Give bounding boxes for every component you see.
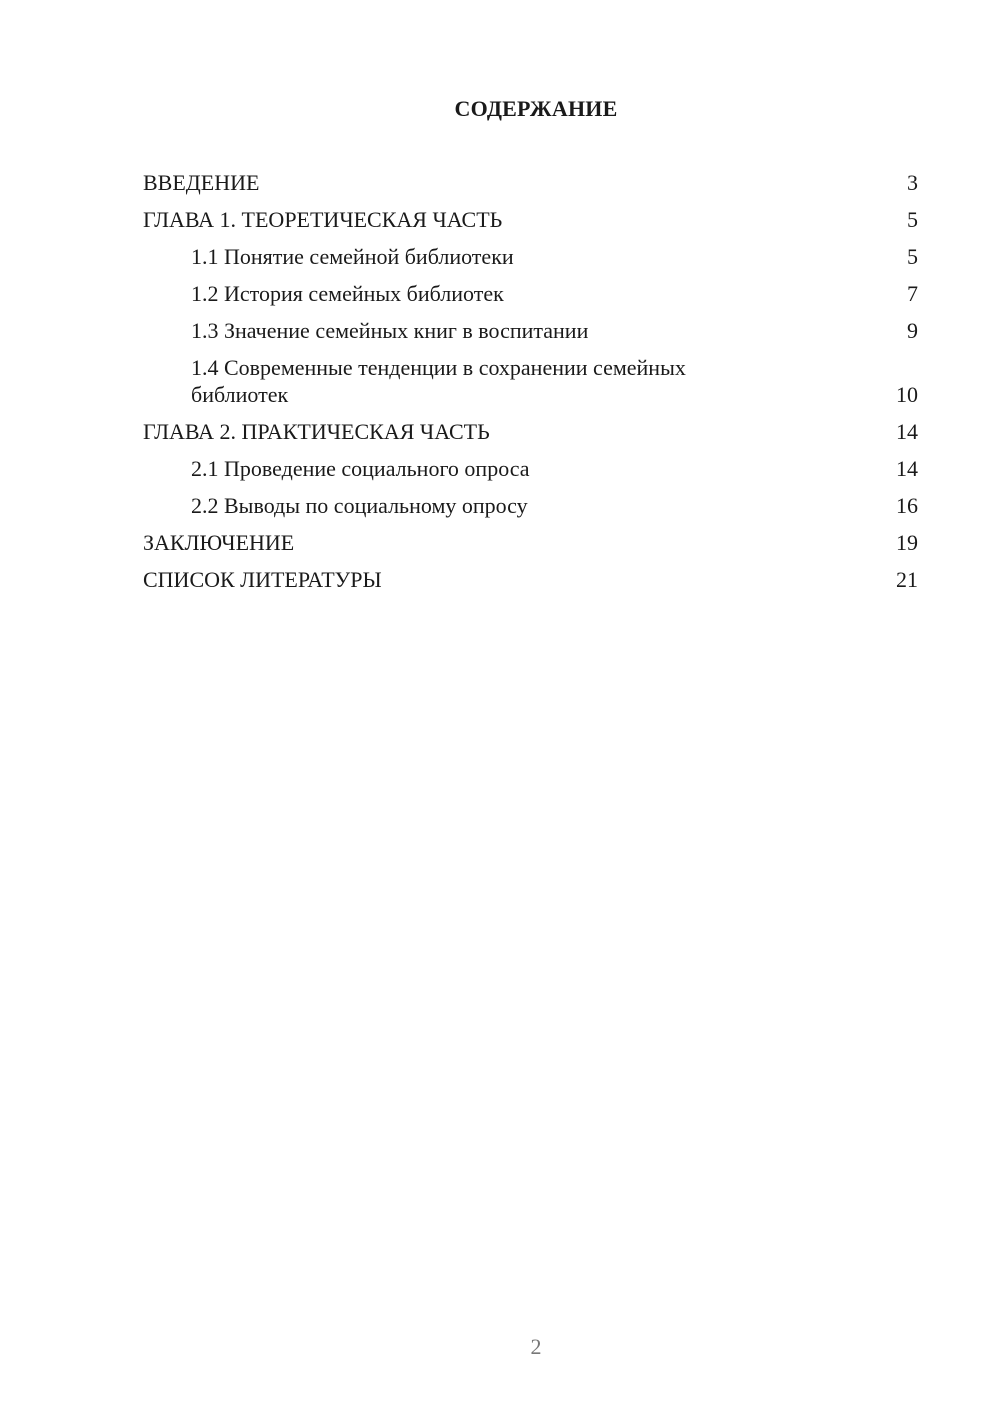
toc-entry-label: 1.4 Современные тенденции в сохранении семейных библиотек bbox=[191, 355, 686, 407]
toc-entry-chapter-2[interactable] bbox=[143, 418, 918, 445]
toc-entry-page: 21 bbox=[896, 567, 918, 592]
toc-entry-label: ЗАКЛЮЧЕНИЕ bbox=[143, 530, 295, 555]
table-of-contents bbox=[143, 169, 918, 603]
toc-entry-section-1-2[interactable] bbox=[143, 280, 918, 307]
toc-entry-page: 9 bbox=[907, 318, 918, 343]
toc-entry-page: 10 bbox=[896, 382, 918, 407]
toc-entry-label: 1.1 Понятие семейной библиотеки bbox=[191, 244, 514, 269]
toc-entry-page: 5 bbox=[907, 244, 918, 269]
toc-entry-page: 5 bbox=[907, 207, 918, 232]
toc-entry-label: 2.2 Выводы по социальному опросу bbox=[191, 493, 528, 518]
toc-entry-section-2-1[interactable] bbox=[143, 455, 918, 482]
toc-entry-introduction[interactable] bbox=[143, 169, 918, 196]
toc-entry-page: 19 bbox=[896, 530, 918, 555]
toc-entry-label: ГЛАВА 2. ПРАКТИЧЕСКАЯ ЧАСТЬ bbox=[143, 419, 490, 444]
toc-entry-label: ГЛАВА 1. ТЕОРЕТИЧЕСКАЯ ЧАСТЬ bbox=[143, 207, 503, 232]
toc-entry-page: 14 bbox=[896, 456, 918, 481]
toc-entry-chapter-1[interactable] bbox=[143, 206, 918, 233]
toc-title: СОДЕРЖАНИЕ bbox=[454, 96, 618, 121]
toc-entry-label: 1.2 История семейных библиотек bbox=[191, 281, 504, 306]
toc-entry-label: СПИСОК ЛИТЕРАТУРЫ bbox=[143, 567, 382, 592]
page-number: 2 bbox=[530, 1334, 542, 1359]
toc-entry-label: 1.3 Значение семейных книг в воспитании bbox=[191, 318, 589, 343]
toc-entry-section-1-1[interactable] bbox=[143, 243, 918, 270]
toc-entry-references[interactable] bbox=[143, 566, 918, 593]
toc-entry-label: 2.1 Проведение социального опроса bbox=[191, 456, 530, 481]
toc-entry-conclusion[interactable] bbox=[143, 529, 918, 556]
toc-entry-label: ВВЕДЕНИЕ bbox=[143, 170, 260, 195]
toc-entry-page: 7 bbox=[907, 281, 918, 306]
toc-entry-section-2-2[interactable] bbox=[143, 492, 918, 519]
toc-entry-page: 16 bbox=[896, 493, 918, 518]
toc-entry-section-1-4[interactable] bbox=[143, 354, 918, 408]
toc-entry-page: 3 bbox=[907, 170, 918, 195]
toc-entry-page: 14 bbox=[896, 419, 918, 444]
toc-entry-section-1-3[interactable] bbox=[143, 317, 918, 344]
